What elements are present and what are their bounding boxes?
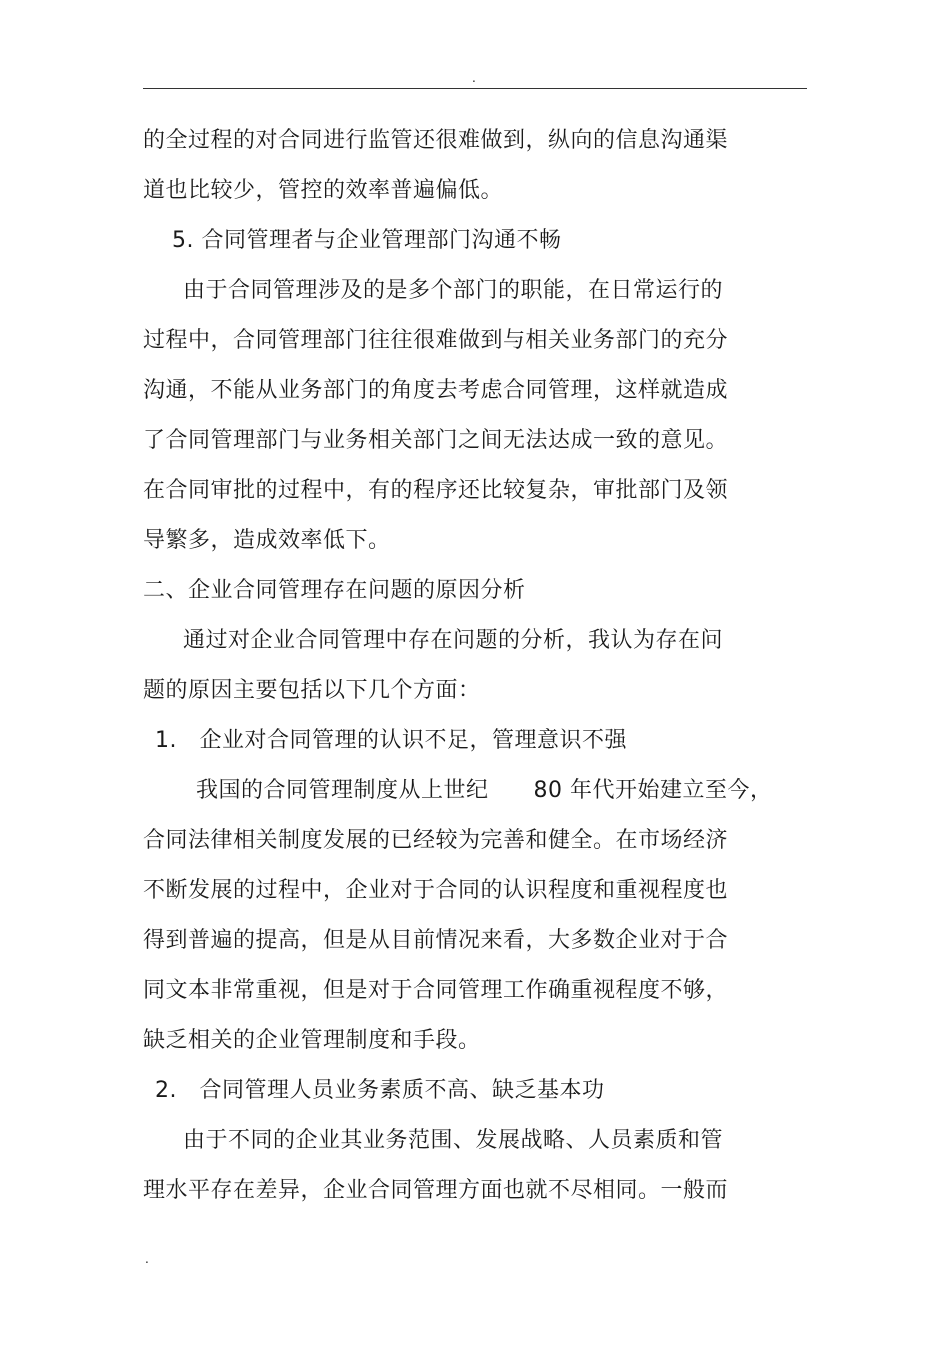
- header-mark: .: [472, 71, 476, 85]
- text-line: 同文本非常重视，但是对于合同管理工作确重视程度不够，: [143, 978, 729, 1003]
- footer-mark: .: [145, 1252, 149, 1266]
- text-line: 在合同审批的过程中，有的程序还比较复杂，审批部门及领: [143, 478, 729, 503]
- text-line: 理水平存在差异，企业合同管理方面也就不尽相同。一般而: [143, 1178, 729, 1203]
- text-line: 了合同管理部门与业务相关部门之间无法达成一致的意见。: [143, 428, 729, 453]
- text-line: 缺乏相关的企业管理制度和手段。: [143, 1028, 481, 1053]
- text-line: 通过对企业合同管理中存在问题的分析，我认为存在问: [183, 628, 724, 653]
- text-line: 过程中，合同管理部门往往很难做到与相关业务部门的充分: [143, 328, 729, 353]
- chapter-heading-2: 二、企业合同管理存在问题的原因分析: [143, 578, 526, 603]
- section-heading-1: 1. 企业对合同管理的认识不足，管理意识不强: [155, 728, 627, 753]
- text-line: 合同法律相关制度发展的已经较为完善和健全。在市场经济: [143, 828, 729, 853]
- text-line: 导繁多，造成效率低下。: [143, 528, 391, 553]
- text-line: 题的原因主要包括以下几个方面：: [143, 678, 481, 703]
- section-heading-2: 2. 合同管理人员业务素质不高、缺乏基本功: [155, 1078, 605, 1103]
- text-line: 不断发展的过程中，企业对于合同的认识程度和重视程度也: [143, 878, 729, 903]
- text-line: 由于合同管理涉及的是多个部门的职能，在日常运行的: [183, 278, 724, 303]
- text-line: 沟通，不能从业务部门的角度去考虑合同管理，这样就造成: [143, 378, 729, 403]
- header-rule: [143, 88, 807, 89]
- text-line: 的全过程的对合同进行监管还很难做到，纵向的信息沟通渠: [143, 128, 729, 153]
- section-heading-5: 5. 合同管理者与企业管理部门沟通不畅: [172, 228, 562, 253]
- text-line: 得到普遍的提高，但是从目前情况来看，大多数企业对于合: [143, 928, 729, 953]
- text-line: 我国的合同管理制度从上世纪 80 年代开始建立至今，: [196, 778, 773, 803]
- text-line: 道也比较少，管控的效率普遍偏低。: [143, 178, 504, 203]
- text-line: 由于不同的企业其业务范围、发展战略、人员素质和管: [183, 1128, 724, 1153]
